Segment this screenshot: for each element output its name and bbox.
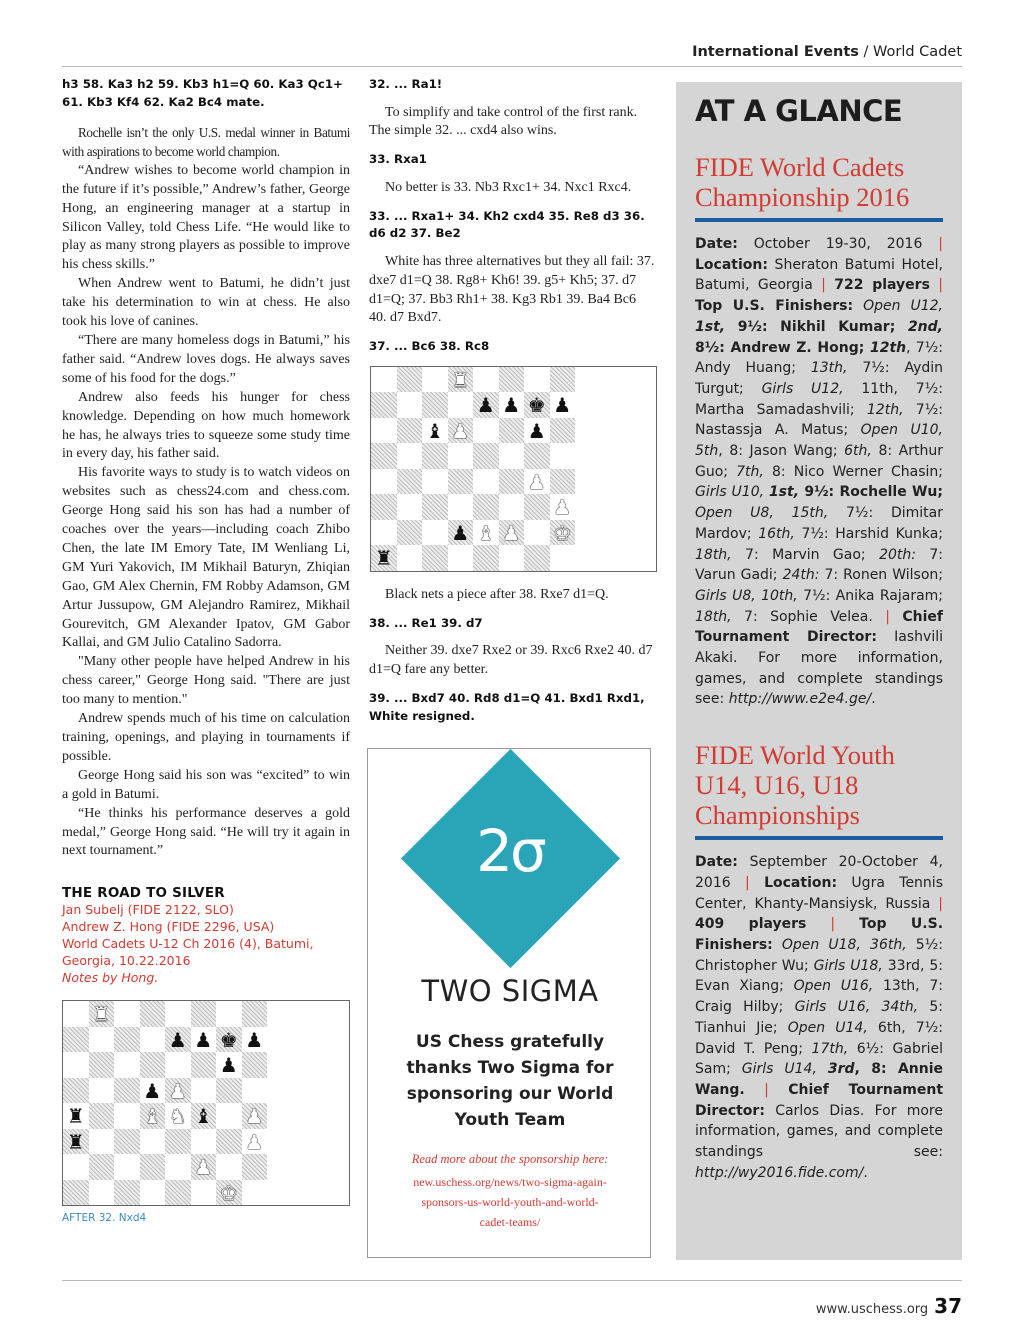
event-2-body: Date: September 20-October 4, 2016 | Location: Ugra Tennis Center, Khanty-Mansiysk, Russia | 409 players | Top U.S. Finishers: Open U18, 36th, 5½: Christopher Wu; Girls U18, 33rd, 5: Evan Xiang; Open U16, 13th, 7: Craig Hilby; Girls U16, 34th, 5: Tianhui Jie; Open U14, 6th, 7½: David T. Peng; 17th, 6½: Gabriel Sam; Girls U14, 3rd, 8: Annie Wang. | Chief Tournament Director: Carlos Dias. For more information, games, and complete standings see: http://wy2016.fide.com/. bbox=[695, 854, 944, 1181]
paragraph: "Many other people have helped Andrew in his chess career," George Hong said. "There are just too many to mention." bbox=[62, 654, 350, 708]
board-square bbox=[422, 494, 448, 520]
black-pawn-icon: ♟ bbox=[527, 418, 546, 443]
black-rook-icon: ♜ bbox=[66, 1104, 85, 1129]
board-square bbox=[397, 443, 423, 469]
board-square bbox=[140, 1052, 166, 1078]
column-2 bbox=[369, 76, 657, 735]
board-square bbox=[473, 418, 499, 444]
board-square bbox=[89, 1103, 115, 1129]
page-footer bbox=[62, 1294, 962, 1318]
board-square bbox=[422, 545, 448, 571]
board-square bbox=[242, 1027, 268, 1053]
game-event: World Cadets U-12 Ch 2016 (4), Batumi, Georgia, 10.22.2016 bbox=[62, 936, 314, 969]
board-square bbox=[165, 1078, 191, 1104]
board-square bbox=[63, 1027, 89, 1053]
board-square bbox=[448, 520, 474, 546]
board-square bbox=[550, 392, 576, 418]
board-square bbox=[191, 1180, 217, 1206]
ad-link[interactable]: new.uschess.org/news/two-sigma-again-sponsors-us-world-youth-and-world-cadet-teams/ bbox=[413, 1175, 607, 1229]
road-to-silver-heading: THE ROAD TO SILVER bbox=[62, 885, 225, 902]
white-bishop-icon: ♝ bbox=[143, 1104, 162, 1129]
game-black-player: Andrew Z. Hong (FIDE 2296, USA) bbox=[62, 919, 275, 935]
board-square bbox=[165, 1180, 191, 1206]
board-square bbox=[89, 1129, 115, 1155]
move-line: 33. ... Rxa1+ 34. Kh2 cxd4 35. Re8 d3 36. d6 d2 37. Be2 bbox=[369, 208, 645, 241]
board-square bbox=[371, 494, 397, 520]
board-square bbox=[473, 443, 499, 469]
board-square bbox=[371, 392, 397, 418]
board-square bbox=[140, 1154, 166, 1180]
event-1-title: FIDE World Cadets Championship 2016 bbox=[695, 152, 910, 212]
game-white-player: Jan Subelj (FIDE 2122, SLO) bbox=[62, 902, 234, 918]
board-square bbox=[524, 520, 550, 546]
chess-board-after-38 bbox=[370, 366, 657, 572]
board-square bbox=[191, 1103, 217, 1129]
board-square bbox=[242, 1154, 268, 1180]
black-pawn-icon: ♟ bbox=[143, 1078, 162, 1103]
board-square bbox=[499, 418, 525, 444]
board-square bbox=[550, 418, 576, 444]
board-square bbox=[114, 1180, 140, 1206]
board-square bbox=[524, 494, 550, 520]
board-square bbox=[63, 1103, 89, 1129]
board-square bbox=[140, 1103, 166, 1129]
board-square bbox=[550, 367, 576, 393]
event-2-rule bbox=[695, 836, 943, 840]
board-square bbox=[165, 1052, 191, 1078]
board-caption: AFTER 32. Nxd4 bbox=[62, 1212, 147, 1225]
white-king-icon: ♚ bbox=[553, 520, 572, 545]
paragraph: “There are many homeless dogs in Batumi,” his father said. “Andrew loves dogs. He always saves some of his food for the dogs.” bbox=[62, 332, 350, 386]
board-square bbox=[524, 367, 550, 393]
column-1 bbox=[62, 76, 350, 1224]
black-rook-icon: ♜ bbox=[374, 546, 393, 571]
footer-rule bbox=[62, 1280, 962, 1281]
paragraph: Andrew spends much of his time on calculation training, openings, and playing in tournaments if possible. bbox=[62, 711, 350, 764]
white-pawn-icon: ♟ bbox=[168, 1078, 187, 1103]
game-notes-by: Notes by Hong. bbox=[62, 970, 159, 986]
board-square bbox=[114, 1027, 140, 1053]
annotation-note: No better is 33. Nb3 Rxc1+ 34. Nxc1 Rxc4. bbox=[385, 179, 632, 195]
white-pawn-icon: ♟ bbox=[194, 1155, 213, 1180]
board-square bbox=[371, 443, 397, 469]
board-square bbox=[371, 545, 397, 571]
board-square bbox=[499, 545, 525, 571]
board-square bbox=[448, 418, 474, 444]
board-square bbox=[473, 469, 499, 495]
board-square bbox=[242, 1129, 268, 1155]
board-square bbox=[499, 494, 525, 520]
paragraph: “Andrew wishes to become world champion in the future if it’s possible,” Andrew’s father, George Hong, an engineering manager at a startup in Silicon Valley, told Chess Life. “He would like to play as many strong players as possible to improve his chess skills.” bbox=[62, 162, 350, 273]
board-square bbox=[242, 1180, 268, 1206]
board-square bbox=[63, 1001, 89, 1027]
black-pawn-icon: ♟ bbox=[476, 393, 495, 418]
move-line: 38. ... Re1 39. d7 bbox=[369, 615, 483, 630]
board-square bbox=[499, 367, 525, 393]
event-1-rule bbox=[695, 218, 943, 222]
board-square bbox=[191, 1129, 217, 1155]
board-square bbox=[216, 1078, 242, 1104]
event-1-body: Date: October 19-30, 2016 | Location: Sheraton Batumi Hotel, Batumi, Georgia | 722 players | Top U.S. Finishers: Open U12, 1st, 9½: Nikhil Kumar; 2nd, 8½: Andrew Z. Hong; 12th, 7½: Andy Huang; 13th, 7½: Aydin Turgut; Girls U12, 11th, 7½: Martha Samadashvili; 12th, 7½: Nastassja A. Matus; Open U10, 5th, 8: Jason Wang; 6th, 8: Arthur Guo; 7th, 8: Nico Werner Chasin; Girls U10, 1st, 9½: Rochelle Wu; Open U8, 15th, 7½: Dimitar Mardov; 16th, 7½: Harshid Kunka; 18th, 7: Marvin Gao; 20th: 7: Varun Gadi; 24th: 7: Ronen Wilson; Girls U8, 10th, 7½: Anika Rajaram; 18th, 7: Sophie Velea. | Chief Tournament Director: Iashvili Akaki. For more information, games, and complete standings see: http://www.e2e4.ge/. bbox=[695, 236, 944, 708]
sidebar-heading: AT A GLANCE bbox=[695, 94, 903, 128]
header-section: International Events bbox=[692, 44, 859, 60]
board-square bbox=[397, 494, 423, 520]
board-square bbox=[140, 1001, 166, 1027]
board-square bbox=[140, 1078, 166, 1104]
paragraph: Andrew also feeds his hunger for chess knowledge. Depending on how much homework he has, he always tries to squeeze some study time in every day, his father said. bbox=[62, 389, 350, 462]
board-square bbox=[191, 1027, 217, 1053]
header-subsection: World Cadet bbox=[873, 44, 962, 60]
paragraph: George Hong said his son was “excited” to win a gold in Batumi. bbox=[62, 767, 350, 802]
board-square bbox=[63, 1052, 89, 1078]
board-square bbox=[216, 1052, 242, 1078]
board-square bbox=[397, 545, 423, 571]
board-square bbox=[216, 1154, 242, 1180]
black-bishop-icon: ♝ bbox=[194, 1104, 213, 1129]
two-sigma-logo-text: 2σ bbox=[476, 817, 544, 885]
paragraph: Rochelle isn’t the only U.S. medal winner in Batumi with aspirations to become world champion. bbox=[62, 125, 350, 159]
board-square bbox=[499, 469, 525, 495]
black-pawn-icon: ♟ bbox=[553, 393, 572, 418]
board-square bbox=[448, 494, 474, 520]
white-rook-icon: ♜ bbox=[451, 367, 470, 392]
paragraph: “He thinks his performance deserves a gold medal,” George Hong said. “He will try it again in next tournament.” bbox=[62, 805, 350, 859]
white-pawn-icon: ♟ bbox=[245, 1129, 264, 1154]
board-square bbox=[473, 367, 499, 393]
board-square bbox=[397, 392, 423, 418]
board-square bbox=[165, 1027, 191, 1053]
white-pawn-icon: ♟ bbox=[527, 469, 546, 494]
board-square bbox=[89, 1027, 115, 1053]
white-pawn-icon: ♟ bbox=[502, 520, 521, 545]
board-square bbox=[165, 1103, 191, 1129]
board-square bbox=[371, 520, 397, 546]
board-square bbox=[140, 1129, 166, 1155]
board-square bbox=[165, 1129, 191, 1155]
ad-brand-name: TWO SIGMA bbox=[421, 974, 599, 1008]
board-square bbox=[114, 1129, 140, 1155]
board-square bbox=[448, 469, 474, 495]
paragraph: His favorite ways to study is to watch videos on websites such as chess24.com and chess.com. George Hong said his son has had a number of coaches over the years—including coach Zhibo Chen, the late IM Emory Tate, IM Wenliang Li, GM Yuri Yakovich, IM Mikhail Baturyn, Zhiqian Gao, GM Alex Chernin, FM Robby Adamson, GM Artur Jussupow, GM Alejandro Ramirez, Mikhail Gourevitch, GM Alexander Ipatov, GM Gabor Kallai, and GM Julio Catalino Sadorra. bbox=[62, 465, 350, 651]
white-king-icon: ♚ bbox=[219, 1180, 238, 1205]
board-square bbox=[397, 418, 423, 444]
board-square bbox=[422, 520, 448, 546]
board-square bbox=[448, 443, 474, 469]
two-sigma-ad bbox=[367, 748, 651, 1258]
board-square bbox=[422, 418, 448, 444]
board-square bbox=[63, 1078, 89, 1104]
board-square bbox=[216, 1103, 242, 1129]
board-square bbox=[216, 1027, 242, 1053]
board-square bbox=[191, 1052, 217, 1078]
black-pawn-icon: ♟ bbox=[502, 393, 521, 418]
black-king-icon: ♚ bbox=[527, 393, 546, 418]
board-square bbox=[140, 1180, 166, 1206]
board-square bbox=[242, 1052, 268, 1078]
paragraph: When Andrew went to Batumi, he didn’t just take his determination to win at chess. He also took his love of canines. bbox=[62, 276, 350, 330]
black-pawn-icon: ♟ bbox=[451, 520, 470, 545]
board-square bbox=[89, 1052, 115, 1078]
move-line: 37. ... Bc6 38. Rc8 bbox=[369, 339, 490, 354]
board-square bbox=[63, 1129, 89, 1155]
white-pawn-icon: ♟ bbox=[245, 1104, 264, 1129]
board-square bbox=[550, 469, 576, 495]
header-slash: / bbox=[858, 44, 874, 60]
black-pawn-icon: ♟ bbox=[219, 1053, 238, 1078]
board-square bbox=[448, 392, 474, 418]
board-square bbox=[216, 1180, 242, 1206]
board-square bbox=[89, 1154, 115, 1180]
board-square bbox=[448, 545, 474, 571]
board-square bbox=[191, 1154, 217, 1180]
board-square bbox=[191, 1001, 217, 1027]
board-square bbox=[473, 520, 499, 546]
board-square bbox=[422, 469, 448, 495]
board-square bbox=[473, 392, 499, 418]
black-bishop-icon: ♝ bbox=[425, 418, 444, 443]
board-square bbox=[397, 520, 423, 546]
board-square bbox=[63, 1154, 89, 1180]
board-square bbox=[89, 1180, 115, 1206]
black-king-icon: ♚ bbox=[219, 1027, 238, 1052]
annotation-note: Black nets a piece after 38. Rxe7 d1=Q. bbox=[385, 586, 609, 602]
board-square bbox=[216, 1129, 242, 1155]
annotation-note: White has three alternatives but they all fail: 37. dxe7 d1=Q 38. Rg8+ Kh6! 39. g5+ Kh5; 37. d7 d1=Q; 37. Bb3 Rh1+ 38. Kg3 Rb1 39. Ba4 Bc6 40. d7 Bxd7. bbox=[369, 253, 655, 326]
black-pawn-icon: ♟ bbox=[245, 1027, 264, 1052]
board-square bbox=[499, 443, 525, 469]
board-square bbox=[114, 1001, 140, 1027]
board-square bbox=[216, 1001, 242, 1027]
board-square bbox=[524, 392, 550, 418]
black-rook-icon: ♜ bbox=[66, 1129, 85, 1154]
board-square bbox=[63, 1180, 89, 1206]
ad-thanks-text: US Chess gratefully thanks Two Sigma for sponsoring our World Youth Team bbox=[406, 1032, 614, 1130]
board-square bbox=[473, 545, 499, 571]
annotation-note: Neither 39. dxe7 Rxe2 or 39. Rxc6 Rxe2 40. d7 d1=Q fare any better. bbox=[369, 643, 653, 678]
page-number: 37 bbox=[934, 1294, 962, 1318]
move-line: 39. ... Bxd7 40. Rd8 d1=Q 41. Bxd1 Rxd1, White resigned. bbox=[369, 691, 645, 723]
white-rook-icon: ♜ bbox=[92, 1002, 111, 1027]
header-rule bbox=[62, 66, 962, 67]
chess-board-after-32 bbox=[62, 1000, 350, 1206]
board-square bbox=[422, 392, 448, 418]
board-square bbox=[191, 1078, 217, 1104]
board-square bbox=[397, 367, 423, 393]
board-square bbox=[550, 545, 576, 571]
board-square bbox=[371, 418, 397, 444]
board-square bbox=[473, 494, 499, 520]
board-square bbox=[89, 1001, 115, 1027]
board-square bbox=[114, 1078, 140, 1104]
board-square bbox=[114, 1154, 140, 1180]
board-square bbox=[550, 494, 576, 520]
move-line: 32. ... Ra1! bbox=[369, 77, 443, 91]
ad-read-more: Read more about the sponsorship here: bbox=[411, 1152, 609, 1166]
board-square bbox=[422, 367, 448, 393]
black-pawn-icon: ♟ bbox=[168, 1027, 187, 1052]
board-square bbox=[89, 1078, 115, 1104]
board-square bbox=[165, 1001, 191, 1027]
board-square bbox=[114, 1052, 140, 1078]
moves-top: h3 58. Ka3 h2 59. Kb3 h1=Q 60. Ka3 Qc1+ 61. Kb3 Kf4 62. Ka2 Bc4 mate. bbox=[62, 77, 343, 109]
game-info bbox=[62, 901, 350, 986]
board-square bbox=[524, 443, 550, 469]
board-square bbox=[448, 367, 474, 393]
white-knight-icon: ♞ bbox=[168, 1104, 187, 1129]
board-square bbox=[524, 545, 550, 571]
white-pawn-icon: ♟ bbox=[451, 418, 470, 443]
event-2-title: FIDE World Youth U14, U16, U18 Championships bbox=[695, 740, 895, 831]
board-square bbox=[242, 1078, 268, 1104]
board-square bbox=[165, 1154, 191, 1180]
board-square bbox=[397, 469, 423, 495]
board-square bbox=[550, 443, 576, 469]
at-a-glance-sidebar bbox=[676, 82, 962, 1260]
board-square bbox=[242, 1001, 268, 1027]
board-square bbox=[140, 1027, 166, 1053]
annotations-upper bbox=[369, 76, 657, 356]
board-square bbox=[422, 443, 448, 469]
board-square bbox=[524, 469, 550, 495]
board-square bbox=[371, 469, 397, 495]
annotations-lower bbox=[369, 586, 657, 725]
black-pawn-icon: ♟ bbox=[194, 1027, 213, 1052]
move-line: 33. Rxa1 bbox=[369, 152, 427, 167]
board-square bbox=[499, 520, 525, 546]
white-bishop-icon: ♝ bbox=[476, 520, 495, 545]
board-square bbox=[242, 1103, 268, 1129]
annotation-note: To simplify and take control of the first rank. The simple 32. ... cxd4 also wins. bbox=[369, 104, 638, 139]
board-square bbox=[550, 520, 576, 546]
board-square bbox=[371, 367, 397, 393]
white-pawn-icon: ♟ bbox=[553, 495, 572, 520]
footer-url: www.uschess.org bbox=[815, 1302, 929, 1317]
board-square bbox=[499, 392, 525, 418]
board-square bbox=[524, 418, 550, 444]
board-square bbox=[114, 1103, 140, 1129]
running-header bbox=[62, 44, 962, 60]
